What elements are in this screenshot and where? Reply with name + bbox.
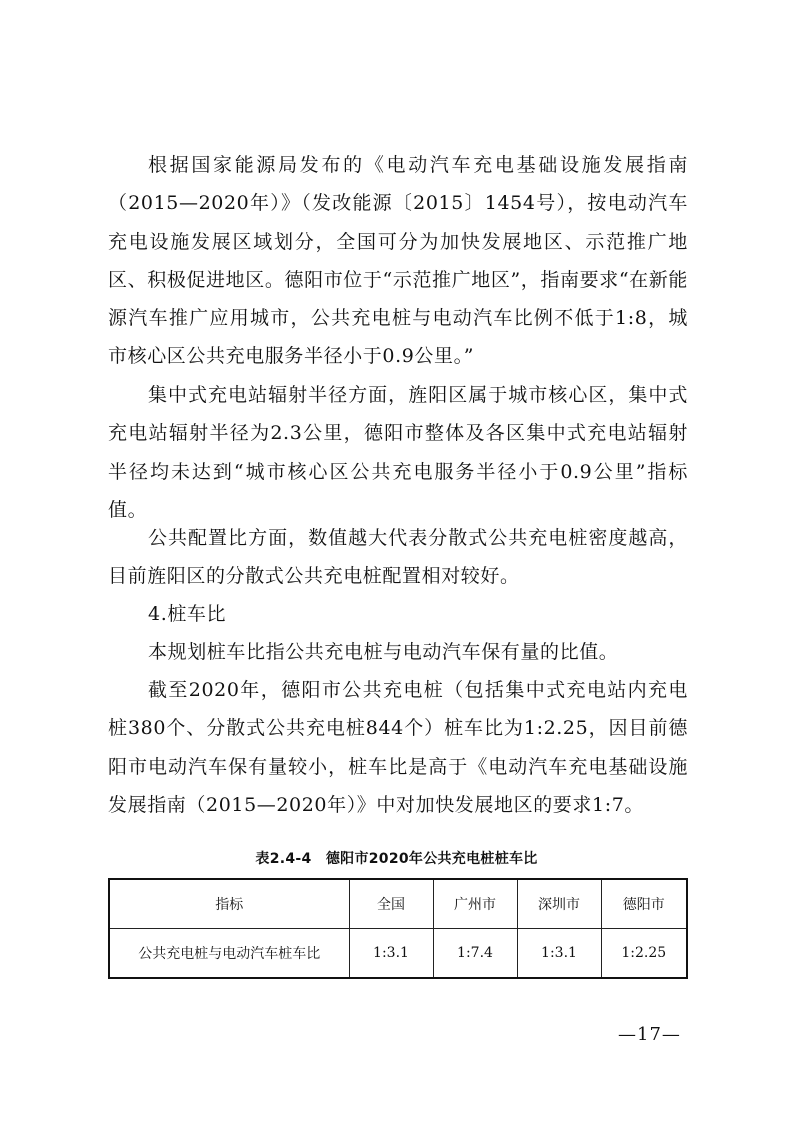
cell-deyang-ratio: 1:2.25 bbox=[601, 929, 687, 979]
header-shenzhen: 深圳市 bbox=[517, 879, 601, 929]
table-header-row bbox=[109, 879, 687, 929]
header-deyang: 德阳市 bbox=[601, 879, 687, 929]
header-national: 全国 bbox=[349, 879, 433, 929]
header-indicator: 指标 bbox=[109, 879, 349, 929]
cell-shenzhen-ratio: 1:3.1 bbox=[517, 929, 601, 979]
table-caption: 表2.4-4 德阳市2020年公共充电桩桩车比 bbox=[255, 851, 538, 867]
cell-guangzhou-ratio: 1:7.4 bbox=[433, 929, 517, 979]
paragraph-public-ratio: 公共配置比方面，数值越大代表分散式公共充电桩密度越高，目前旌阳区的分散式公共充电桩配置相对较好。 bbox=[108, 527, 688, 588]
paragraph-charging-guideline: 根据国家能源局发布的《电动汽车充电基础设施发展指南（2015—2020年）》（发改能源〔2015〕1454号），按电动汽车充电设施发展区域划分，全国可分为加快发展地区、示范推广地区、积极促进地区。德阳市位于“示范推广地区”，指南要求“在新能源汽车推广应用城市，公共充电桩与电动汽车比例不低于1:8，城市核心区公共充电服务半径小于0.9公里。” bbox=[108, 154, 688, 368]
paragraph-2020-status: 截至2020年，德阳市公共充电桩（包括集中式充电站内充电桩380个、分散式公共充电桩844个）桩车比为1:2.25，因目前德阳市电动汽车保有量较小，桩车比是高于《电动汽车充电基础设施发展指南（2015—2020年）》中对加快发展地区的要求1:7。 bbox=[108, 679, 688, 816]
cell-national-ratio: 1:3.1 bbox=[349, 929, 433, 979]
header-guangzhou: 广州市 bbox=[433, 879, 517, 929]
table-row bbox=[109, 929, 687, 979]
paragraph-radiation-radius: 集中式充电站辐射半径方面，旌阳区属于城市核心区，集中式充电站辐射半径为2.3公里，德阳市整体及各区集中式充电站辐射半径均未达到“城市核心区公共充电服务半径小于0.9公里”指标值。 bbox=[108, 384, 688, 521]
page-number: —17— bbox=[618, 1024, 681, 1045]
pile-vehicle-ratio-table bbox=[108, 878, 688, 979]
paragraph-definition: 本规划桩车比指公共充电桩与电动汽车保有量的比值。 bbox=[148, 641, 619, 663]
cell-indicator-name: 公共充电桩与电动汽车桩车比 bbox=[109, 929, 349, 979]
section-heading: 4.桩车比 bbox=[148, 603, 227, 625]
